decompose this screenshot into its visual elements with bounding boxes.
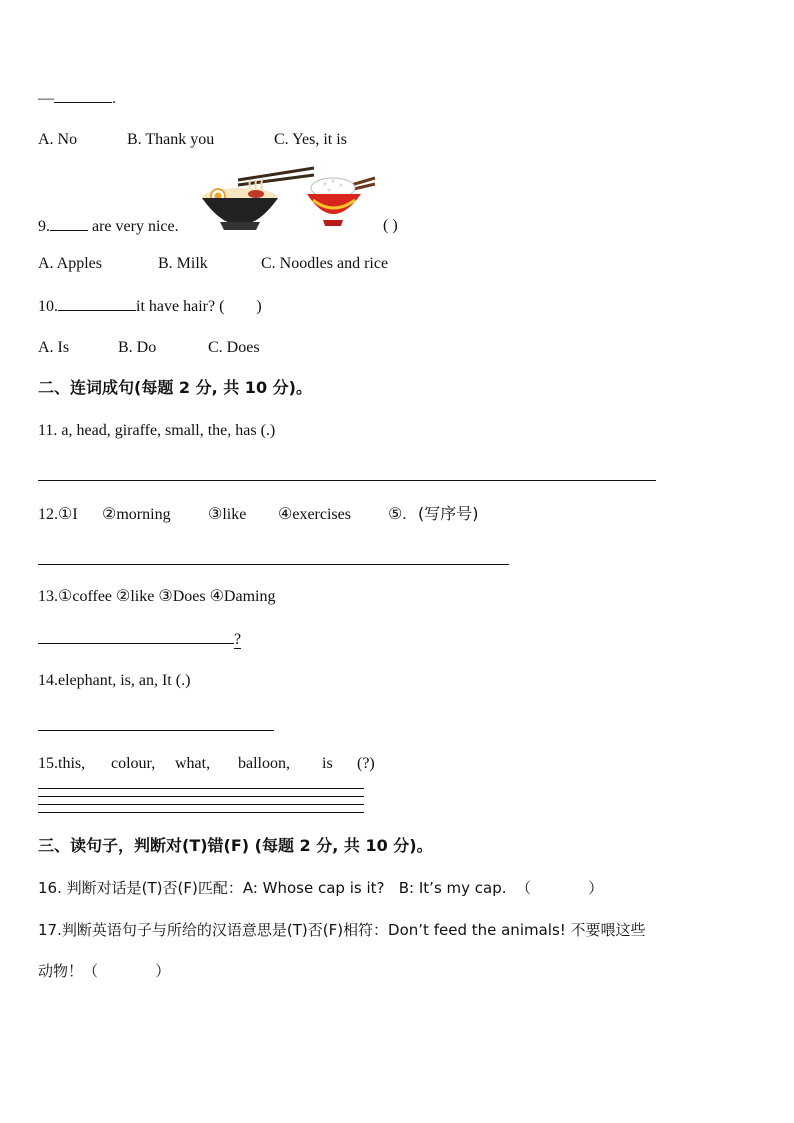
answer-blank[interactable] (38, 629, 234, 644)
answer-line[interactable] (38, 804, 364, 805)
option-b[interactable]: B. Thank you (127, 131, 215, 148)
question-15 (38, 754, 375, 774)
answer-paren[interactable]: ( ) (383, 217, 398, 234)
question-number: 12. (38, 506, 58, 523)
word-2: colour, (111, 755, 156, 772)
period: . (112, 90, 116, 107)
question-13-answer (38, 629, 241, 650)
word-1: this, (58, 755, 86, 772)
question-17-line-1: 17.判断英语句子与所给的汉语意思是(T)否(F)相符：Don’t feed the animals! 不要喂这些 (38, 921, 646, 939)
word-6: (?) (357, 755, 375, 772)
question-12 (38, 504, 479, 525)
question-number: 15. (38, 755, 58, 772)
question-14: 14.elephant, is, an, It (.) (38, 672, 191, 689)
question-10-options (38, 338, 260, 358)
item-1: ①I (58, 506, 78, 523)
word-4: balloon, (238, 755, 290, 772)
answer-line[interactable] (38, 796, 364, 797)
item-5: ⑤. (388, 506, 407, 523)
option-a[interactable]: A. No (38, 131, 78, 148)
section-2-title: 二、连词成句(每题 2 分, 共 10 分)。 (38, 378, 312, 397)
option-a[interactable]: A. Apples (38, 255, 102, 272)
section-3-title: 三、读句子，判断对(T)错(F) (每题 2 分, 共 10 分)。 (38, 836, 433, 855)
question-10 (38, 296, 262, 317)
option-a[interactable]: A. Is (38, 339, 70, 356)
item-3: ③like (208, 506, 247, 523)
answer-blank[interactable] (50, 216, 88, 231)
word-5: is (322, 755, 333, 772)
question-17-line-2: 动物！（ ） (38, 962, 171, 980)
answer-line[interactable] (38, 812, 364, 813)
option-c[interactable]: C. Does (208, 339, 260, 356)
item-2: ②morning (102, 506, 171, 523)
answer-line[interactable] (38, 564, 509, 565)
option-b[interactable]: B. Do (118, 339, 157, 356)
q-prev-options (38, 130, 347, 150)
question-mark: ? (234, 631, 242, 648)
answer-blank[interactable] (54, 88, 112, 103)
option-b[interactable]: B. Milk (158, 255, 208, 272)
question-number: 9. (38, 218, 50, 235)
question-9 (38, 216, 179, 237)
question-number: 10. (38, 298, 58, 315)
question-text: are very nice. (92, 218, 179, 235)
answer-line[interactable] (38, 480, 656, 481)
option-c[interactable]: C. Yes, it is (274, 131, 347, 148)
q-prev-answer-line (38, 88, 116, 109)
instruction-note: (写序号) (418, 504, 479, 523)
answer-line[interactable] (38, 788, 364, 789)
question-9-options (38, 254, 388, 274)
answer-paren[interactable]: ( ) (219, 298, 262, 315)
noodle-bowl-icon (198, 162, 318, 234)
question-11: 11. a, head, giraffe, small, the, has (.) (38, 422, 276, 439)
question-16: 16. 判断对话是(T)否(F)匹配：A: Whose cap is it? B: It’s my cap. （ ） (38, 879, 604, 897)
answer-line[interactable] (38, 730, 274, 731)
option-c[interactable]: C. Noodles and rice (261, 255, 389, 272)
question-13: 13.①coffee ②like ③Does ④Daming (38, 588, 276, 605)
word-3: what, (175, 755, 211, 772)
dash: — (38, 90, 54, 107)
rice-bowl-icon (305, 172, 377, 232)
answer-blank[interactable] (58, 296, 136, 311)
question-text: it have hair? (136, 298, 216, 315)
item-4: ④exercises (278, 506, 351, 523)
